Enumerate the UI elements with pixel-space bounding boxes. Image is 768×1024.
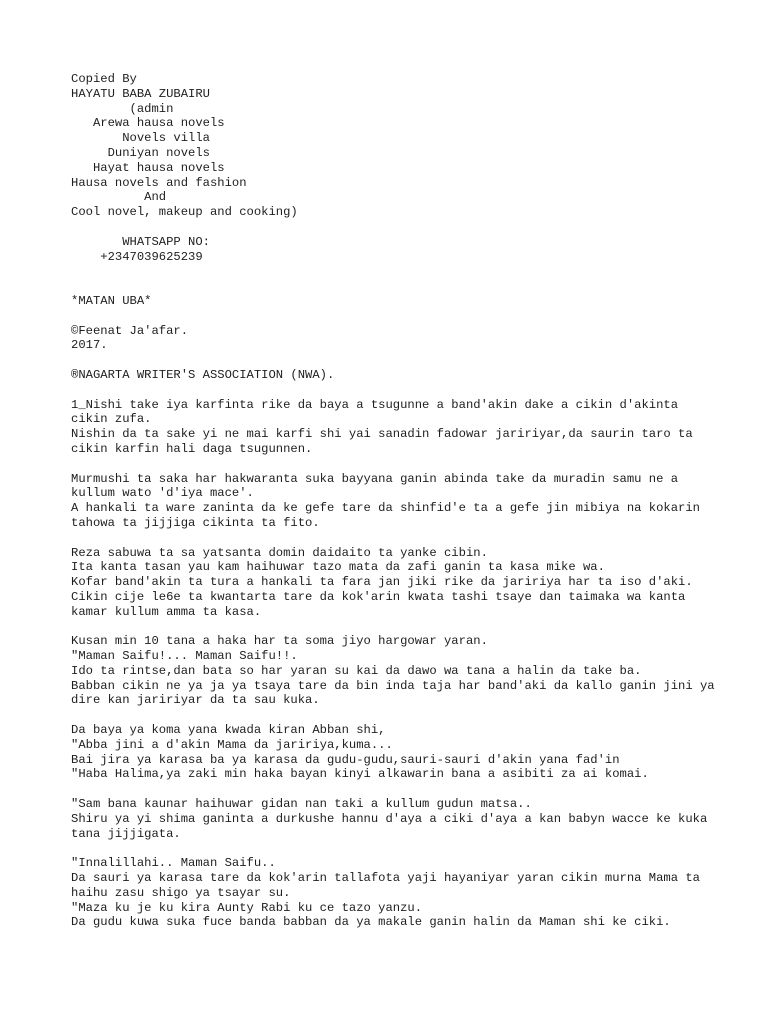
spacer [71,383,721,398]
paragraph-6: "Sam bana kaunar haihuwar gidan nan taki a kullum gudun matsa.. Shiru ya yi shima ganinta a durkushe hannu d'aya a ciki d'aya a kan babyn wacce ke kuka tana jijjigata. [71,797,708,841]
paragraph-2: Murmushi ta saka har hakwaranta suka bayyana ganin abinda take da muradin samu ne a kullum wato 'd'iya mace'. A hankali ta ware zaninta da ke gefe tare da shinfid'e ta a gefe jin mibiya na kokarin tahowa ta jijjiga cikinta ta fito. [71,471,700,530]
spacer [71,220,721,235]
whatsapp-number: +2347039625239 [71,249,203,264]
spacer [71,619,721,634]
author-line: ©Feenat Ja'afar. [71,323,189,338]
group-line-6: Cool novel, makeup and cooking) [71,205,298,220]
and-line: And [71,190,167,205]
group-line-3: Duniyan novels [71,145,210,160]
document-page [71,72,721,930]
paragraph-4: Kusan min 10 tana a haka har ta soma jiyo hargowar yaran. "Maman Saifu!... Maman Saifu!!. Ido ta rintse,dan bata so har yaran su kai da dawo wa tana a halin da take ba. Babban cikin ne ya ja ya tsaya tare da bin inda taja har band'aki da kallo ganin jini ya dire kan jaririyar da ta sau kuka. [71,634,715,708]
whatsapp-label: WHATSAPP NO: [71,234,210,249]
group-line-5: Hausa novels and fashion [71,175,247,190]
paragraph-3: Reza sabuwa ta sa yatsanta domin daidaito ta yanke cibin. Ita kanta tasan yau kam haihuwar tazo mata da zafi ganin ta kasa mike wa. Kofar band'akin ta tura a hankali ta fara jan jiki rike da jaririya har ta iso d'aki. Cikin cije le6e ta kwantarta tare da kok'arin kwata tashi tsaye dan taimaka wa kanta kamar kullum amma ta kasa. [71,545,693,619]
spacer [71,264,721,279]
group-line-2: Novels villa [71,131,210,146]
spacer [71,708,721,723]
spacer [71,782,721,797]
spacer [71,279,721,294]
paragraph-1: 1_Nishi take iya karfinta rike da baya a tsugunne a band'akin dake a cikin d'akinta cikin zufa. Nishin da ta sake yi ne mai karfi shi yai sanadin fadowar jaririyar,da saurin taro ta cikin karfin hali daga tsugunnen. [71,397,693,456]
admin-line: (admin [71,101,174,116]
spacer [71,353,721,368]
association-line: ®NAGARTA WRITER'S ASSOCIATION (NWA). [71,367,335,382]
group-line-1: Arewa hausa novels [71,116,225,131]
spacer [71,309,721,324]
year-line: 2017. [71,338,108,353]
spacer [71,457,721,472]
story-title: *MATAN UBA* [71,293,152,308]
paragraph-5: Da baya ya koma yana kwada kiran Abban shi, "Abba jini a d'akin Mama da jaririya,kuma... Bai jira ya karasa ba ya karasa da gudu-gudu,sauri-sauri d'akin yana fad'in "Haba Halima,ya zaki min haka bayan kinyi alkawarin bana a asibiti za ai komai. [71,723,649,782]
copied-by-line: Copied By [71,72,137,86]
group-line-4: Hayat hausa novels [71,160,225,175]
paragraph-7: "Innalillahi.. Maman Saifu.. Da sauri ya karasa tare da kok'arin tallafota yaji hayaniyar yaran cikin murna Mama ta haihu zasu shigo ya tsayar su. "Maza ku je ku kira Aunty Rabi ku ce tazo yanzu. Da gudu kuwa suka fuce banda babban da ya makale ganin halin da Maman shi ke ciki. [71,856,700,930]
spacer [71,841,721,856]
spacer [71,531,721,546]
name-line: HAYATU BABA ZUBAIRU [71,86,210,101]
